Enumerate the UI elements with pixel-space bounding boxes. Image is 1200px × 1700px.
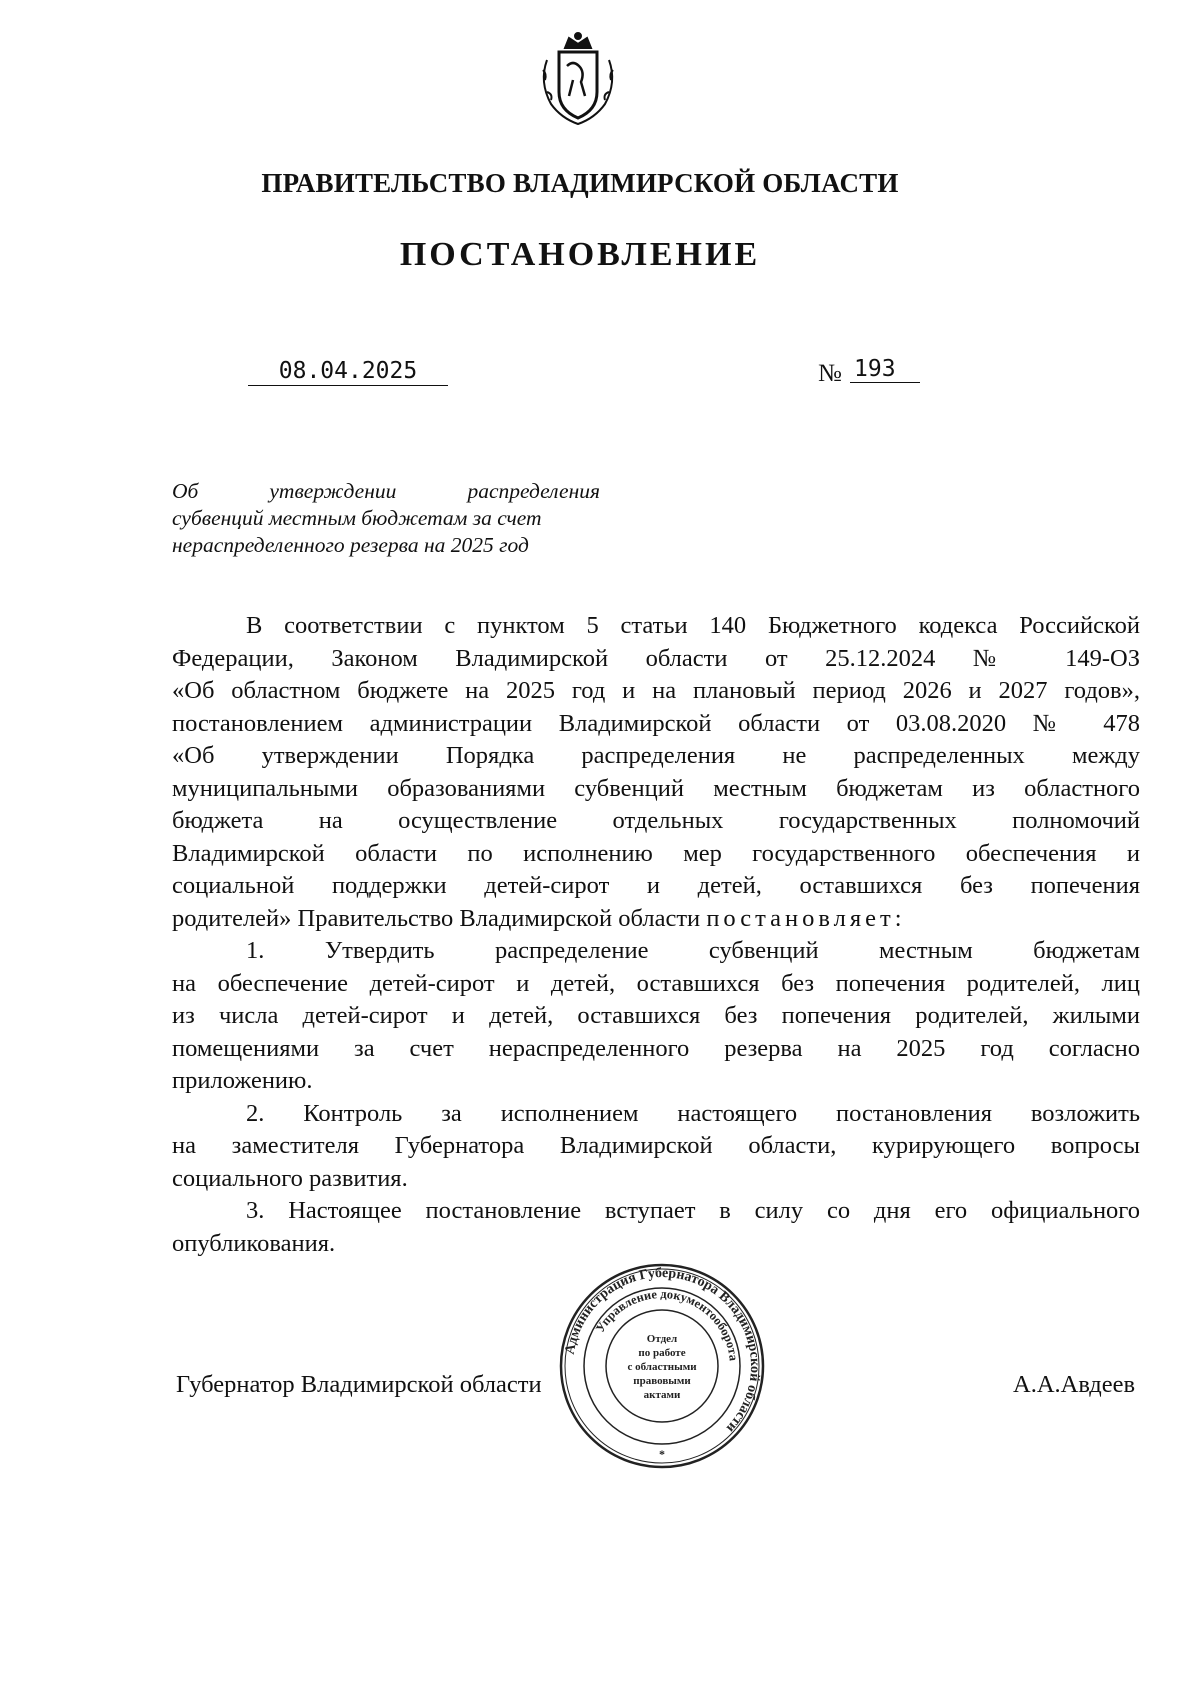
preamble-last-line: [172, 903, 1140, 936]
item-1-line: из числа детей-сирот и детей, оставшихся без попечения родителей, жилыми: [172, 1002, 1140, 1029]
number-sign: №: [818, 360, 842, 387]
item-3-line: 3. Настоящее постановление вступает в силу со дня его официального: [246, 1197, 1140, 1224]
preamble-line: бюджета на осуществление отдельных государственных полномочий: [172, 807, 1140, 834]
subject-line: Об утверждении распределения: [172, 479, 600, 503]
preamble-line: муниципальными образованиями субвенций местным бюджетам из областного: [172, 774, 1140, 802]
stamp-center-line: правовыми: [633, 1375, 691, 1387]
subject-line: нераспределенного резерва на 2025 год: [172, 533, 529, 557]
stamp-inner-ring-text: Управление документооборота: [592, 1286, 741, 1362]
item-1-line: приложению.: [172, 1067, 313, 1094]
preamble-line: Федерации, Законом Владимирской области от 25.12.2024 № 149-ОЗ: [172, 644, 1140, 672]
item-1-line: на обеспечение детей-сирот и детей, оставшихся без попечения родителей, лиц: [172, 969, 1140, 997]
document-subject: [172, 478, 600, 559]
item-3-line: опубликования.: [172, 1229, 336, 1257]
stamp-star-icon: *: [659, 1447, 665, 1461]
signatory-name: А.А.Авдеев: [1013, 1371, 1136, 1398]
document-body: [172, 610, 1140, 1260]
preamble-line: «Об утверждении Порядка распределения не распределенных между: [172, 742, 1140, 769]
preamble-line: Владимирской области по исполнению мер государственного обеспечения и: [172, 839, 1140, 867]
preamble-line: «Об областном бюджете на 2025 год и на плановый период 2026 и 2027 годов»,: [172, 677, 1140, 704]
resolves-word: постановляет:: [706, 904, 906, 932]
preamble-line: постановлением администрации Владимирской области от 03.08.2020 № 478: [172, 709, 1140, 737]
document-date: 08.04.2025: [248, 358, 448, 386]
item-2-line: на заместителя Губернатора Владимирской области, курирующего вопросы: [172, 1132, 1140, 1159]
subject-line: субвенций местным бюджетам за счет: [172, 506, 542, 530]
item-1-line: 1. Утвердить распределение субвенций местным бюджетам: [246, 937, 1140, 964]
stamp-center-line: Отдел: [646, 1333, 678, 1345]
preamble-last-text: родителей» Правительство Владимирской области: [172, 904, 701, 932]
stamp-outer-ring-text: Администрация Губернатора Владимирской области: [562, 1265, 763, 1436]
preamble-line: социальной поддержки детей-сирот и детей, оставшихся без попечения: [172, 872, 1140, 899]
signatory-position: Губернатор Владимирской области: [176, 1371, 542, 1398]
item-2-line: социального развития.: [172, 1164, 408, 1192]
document-number: 193: [850, 356, 920, 383]
item-2-line: 2. Контроль за исполнением настоящего постановления возложить: [246, 1099, 1140, 1127]
item-1-line: помещениями за счет нераспределенного резерва на 2025 год согласно: [172, 1034, 1140, 1062]
coat-of-arms-emblem: [533, 30, 623, 130]
document-type-heading: ПОСТАНОВЛЕНИЕ: [399, 236, 761, 273]
stamp-center-line: по работе: [638, 1347, 686, 1359]
official-stamp: [558, 1262, 766, 1470]
stamp-center-line: актами: [643, 1389, 681, 1401]
organization-heading: ПРАВИТЕЛЬСТВО ВЛАДИМИРСКОЙ ОБЛАСТИ: [261, 168, 899, 198]
stamp-center-line: с областными: [627, 1361, 697, 1373]
preamble-line: В соответствии с пунктом 5 статьи 140 Бюджетного кодекса Российской: [246, 612, 1140, 639]
